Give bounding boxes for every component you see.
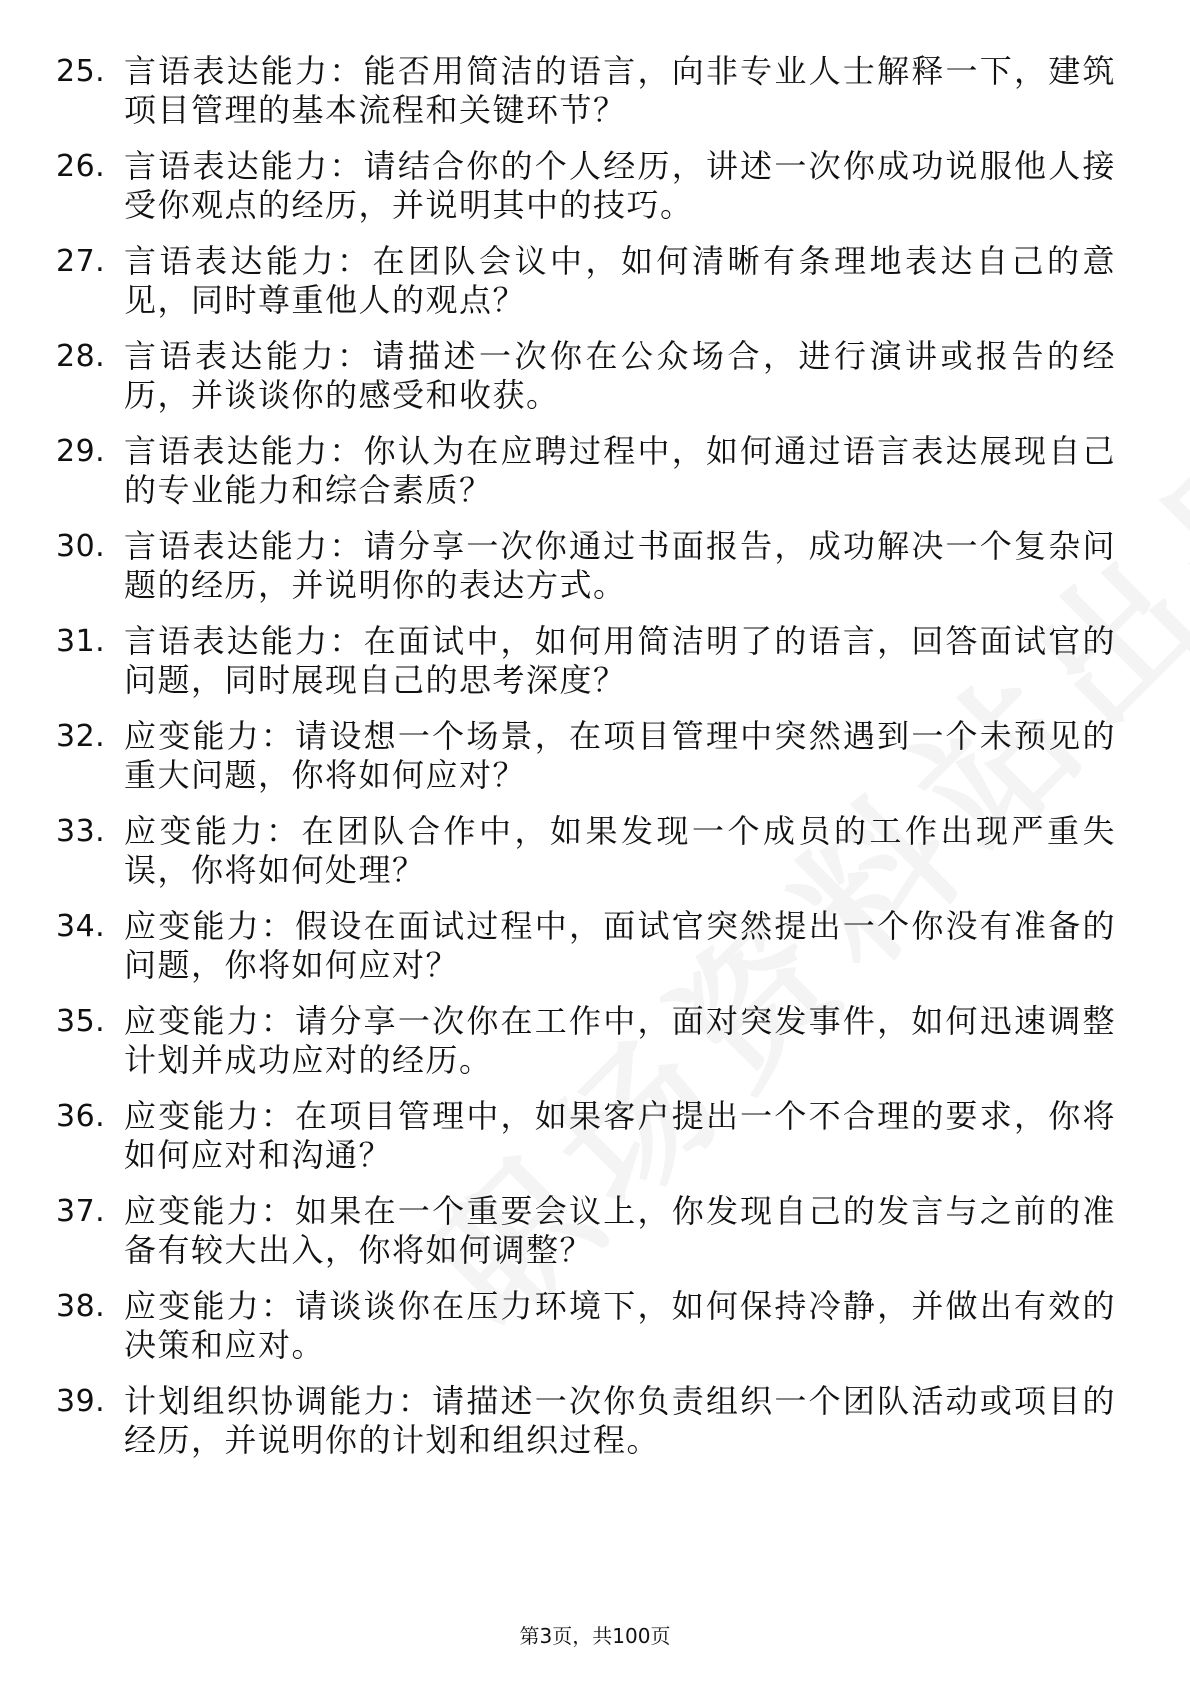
- question-text: 应变能力：假设在面试过程中，面试官突然提出一个你没有准备的问题，你将如何应对？: [124, 907, 1116, 984]
- question-text: 应变能力：在团队合作中，如果发现一个成员的工作出现严重失误，你将如何处理？: [124, 812, 1116, 889]
- question-text: 应变能力：请谈谈你在压力环境下，如何保持冷静，并做出有效的决策和应对。: [124, 1287, 1116, 1364]
- question-number: 30.: [56, 529, 106, 564]
- question-text: 言语表达能力：请分享一次你通过书面报告，成功解决一个复杂问题的经历，并说明你的表达方式。: [124, 527, 1116, 604]
- question-item: [0, 1382, 1190, 1477]
- question-number: 38.: [56, 1289, 106, 1324]
- question-text: 言语表达能力：请描述一次你在公众场合，进行演讲或报告的经历，并谈谈你的感受和收获。: [124, 337, 1116, 414]
- question-text: 计划组织协调能力：请描述一次你负责组织一个团队活动或项目的经历，并说明你的计划和组织过程。: [124, 1382, 1116, 1459]
- question-item: [0, 52, 1190, 147]
- question-item: [0, 717, 1190, 812]
- question-text: 言语表达能力：在面试中，如何用简洁明了的语言，回答面试官的问题，同时展现自己的思考深度？: [124, 622, 1116, 699]
- question-item: [0, 907, 1190, 1002]
- question-text: 应变能力：如果在一个重要会议上，你发现自己的发言与之前的准备有较大出入，你将如何调整？: [124, 1192, 1116, 1269]
- question-number: 36.: [56, 1099, 106, 1134]
- question-item: [0, 242, 1190, 337]
- question-number: 29.: [56, 434, 106, 469]
- question-item: [0, 527, 1190, 622]
- question-number: 28.: [56, 339, 106, 374]
- question-number: 27.: [56, 244, 106, 279]
- question-number: 31.: [56, 624, 106, 659]
- question-number: 26.: [56, 149, 106, 184]
- question-item: [0, 1192, 1190, 1287]
- question-number: 34.: [56, 909, 106, 944]
- question-number: 39.: [56, 1384, 106, 1419]
- question-item: [0, 337, 1190, 432]
- question-item: [0, 1287, 1190, 1382]
- question-list: [0, 52, 1190, 1477]
- question-text: 应变能力：请分享一次你在工作中，面对突发事件，如何迅速调整计划并成功应对的经历。: [124, 1002, 1116, 1079]
- page-number-label: 第3页，共100页: [519, 1624, 671, 1648]
- question-item: [0, 622, 1190, 717]
- question-item: [0, 1097, 1190, 1192]
- question-number: 35.: [56, 1004, 106, 1039]
- question-text: 应变能力：在项目管理中，如果客户提出一个不合理的要求，你将如何应对和沟通？: [124, 1097, 1116, 1174]
- question-text: 言语表达能力：你认为在应聘过程中，如何通过语言表达展现自己的专业能力和综合素质？: [124, 432, 1116, 509]
- question-number: 32.: [56, 719, 106, 754]
- question-item: [0, 812, 1190, 907]
- question-text: 言语表达能力：在团队会议中，如何清晰有条理地表达自己的意见，同时尊重他人的观点？: [124, 242, 1116, 319]
- question-text: 言语表达能力：请结合你的个人经历，讲述一次你成功说服他人接受你观点的经历，并说明其中的技巧。: [124, 147, 1116, 224]
- question-text: 言语表达能力：能否用简洁的语言，向非专业人士解释一下，建筑项目管理的基本流程和关键环节？: [124, 52, 1116, 129]
- question-item: [0, 147, 1190, 242]
- page-footer: [0, 1620, 1190, 1649]
- question-item: [0, 432, 1190, 527]
- question-item: [0, 1002, 1190, 1097]
- question-number: 25.: [56, 54, 106, 89]
- question-number: 37.: [56, 1194, 106, 1229]
- question-number: 33.: [56, 814, 106, 849]
- question-text: 应变能力：请设想一个场景，在项目管理中突然遇到一个未预见的重大问题，你将如何应对？: [124, 717, 1116, 794]
